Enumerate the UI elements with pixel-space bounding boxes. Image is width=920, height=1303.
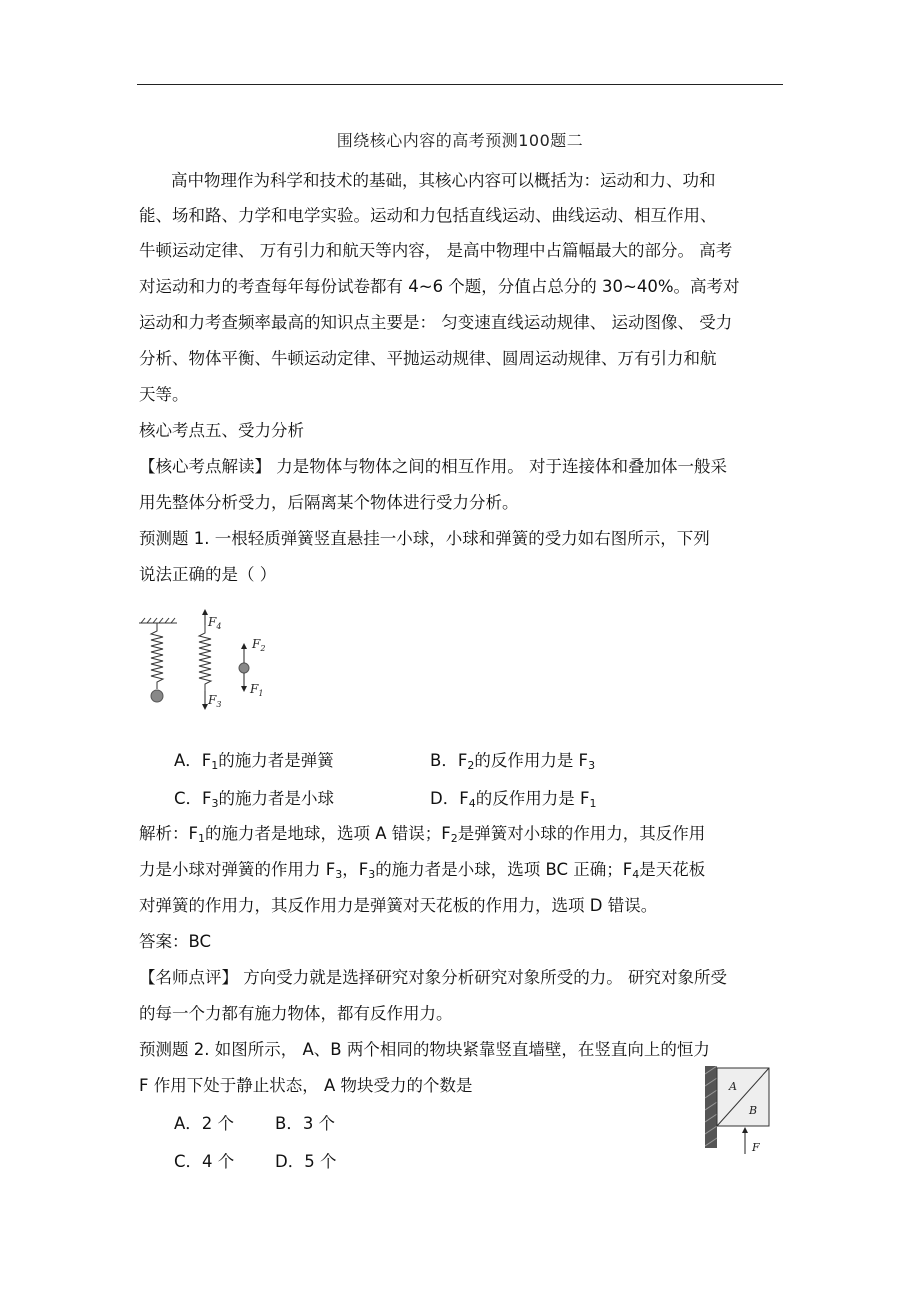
f4-label-sub: 4 [216, 622, 222, 631]
intro-line: 天等。 [139, 385, 189, 404]
force-f-label: F [752, 1141, 760, 1154]
section-heading: 核心考点五、受力分析 [139, 421, 304, 440]
q1-answer: 答案：BC [139, 932, 212, 951]
f3-label-sub: 3 [216, 700, 222, 709]
wall [705, 1066, 717, 1148]
q2-stem-line: 预测题 2. 如图所示， A、B 两个相同的物块紧靠竖直墙壁，在竖直向上的恒力 [139, 1040, 710, 1059]
f2-label: F [252, 637, 261, 651]
f1-label: F [250, 682, 259, 696]
svg-text:F3 [207, 693, 221, 709]
f1-label-sub: 1 [258, 689, 264, 698]
ball [151, 690, 163, 702]
hanging-spring [151, 623, 163, 689]
f3-label: F [208, 693, 217, 707]
force-f-arrowhead [742, 1127, 748, 1133]
block-b-label: B [749, 1104, 758, 1117]
interpretation-line: 【核心考点解读】 力是物体与物体之间的相互作用。 对于连接体和叠加体一般采 [139, 457, 727, 476]
f2-label-sub: 2 [260, 644, 266, 653]
svg-text:F1 [249, 682, 263, 698]
q1-option-c: C．$F_3$的施力者是小球 [174, 789, 335, 810]
f2-arrowhead [241, 643, 247, 649]
q1-option-b: B．$F_2$的反作用力是 $F_3$ [430, 751, 596, 772]
free-spring [199, 625, 211, 691]
svg-text:F2 [251, 637, 265, 653]
q1-analysis-line: 解析：$F_1$的施力者是地球，选项 A 错误；$F_2$是弹簧对小球的作用力，其反作用 [139, 824, 706, 845]
q1-stem-line: 预测题 1. 一根轻质弹簧竖直悬挂一小球，小球和弹簧的受力如右图所示，下列 [139, 529, 710, 548]
ceiling-hatch [139, 618, 177, 623]
q2-option-d: D．5 个 [275, 1152, 337, 1171]
header-rule [137, 84, 783, 85]
f1-arrowhead [241, 686, 247, 692]
spring-ball-force-figure [137, 607, 277, 717]
intro-line: 运动和力考查频率最高的知识点主要是： 匀变速直线运动规律、 运动图像、 受力 [139, 313, 733, 332]
intro-line: 高中物理作为科学和技术的基础，其核心内容可以概括为：运动和力、功和 [171, 171, 716, 190]
intro-line: 分析、物体平衡、牛顿运动定律、平抛运动规律、圆周运动规律、万有引力和航 [139, 349, 717, 368]
q1-analysis-line: 对弹簧的作用力，其反作用力是弹簧对天花板的作用力，选项 D 错误。 [139, 896, 658, 915]
block-a-label: A [729, 1080, 737, 1093]
page-title: 围绕核心内容的高考预测100题二 [336, 131, 584, 150]
isolated-ball [239, 663, 249, 673]
q2-option-a: A．2 个 [174, 1114, 235, 1133]
q1-analysis-line: 力是小球对弹簧的作用力 $F_3$，$F_3$的施力者是小球，选项 BC 正确；$F_4$是天花板 [139, 860, 706, 881]
intro-line: 对运动和力的考查每年每份试卷都有 4~6 个题，分值占总分的 30~40%。高考对 [139, 277, 740, 296]
f4-label: F [208, 615, 217, 629]
intro-line: 牛顿运动定律、 万有引力和航天等内容， 是高中物理中占篇幅最大的部分。 高考 [139, 241, 733, 260]
svg-text:F4 [207, 615, 221, 631]
q2-option-b: B．3 个 [275, 1114, 336, 1133]
q1-option-d: D．$F_4$的反作用力是 $F_1$ [430, 789, 597, 810]
q2-option-c: C．4 个 [174, 1152, 235, 1171]
q1-comment-line: 【名师点评】 方向受力就是选择研究对象分析研究对象所受的力。 研究对象所受 [139, 968, 727, 987]
q1-option-a: A．$F_1$的施力者是弹簧 [174, 751, 334, 772]
interpretation-line: 用先整体分析受力，后隔离某个物体进行受力分析。 [139, 493, 519, 512]
q1-stem-line: 说法正确的是（ ） [139, 565, 277, 584]
intro-line: 能、场和路、力学和电学实验。运动和力包括直线运动、曲线运动、相互作用、 [139, 206, 717, 225]
q2-stem-line: F 作用下处于静止状态， A 物块受力的个数是 [139, 1076, 473, 1095]
wall-blocks-figure [705, 1066, 775, 1156]
q1-comment-line: 的每一个力都有施力物体，都有反作用力。 [139, 1004, 453, 1023]
